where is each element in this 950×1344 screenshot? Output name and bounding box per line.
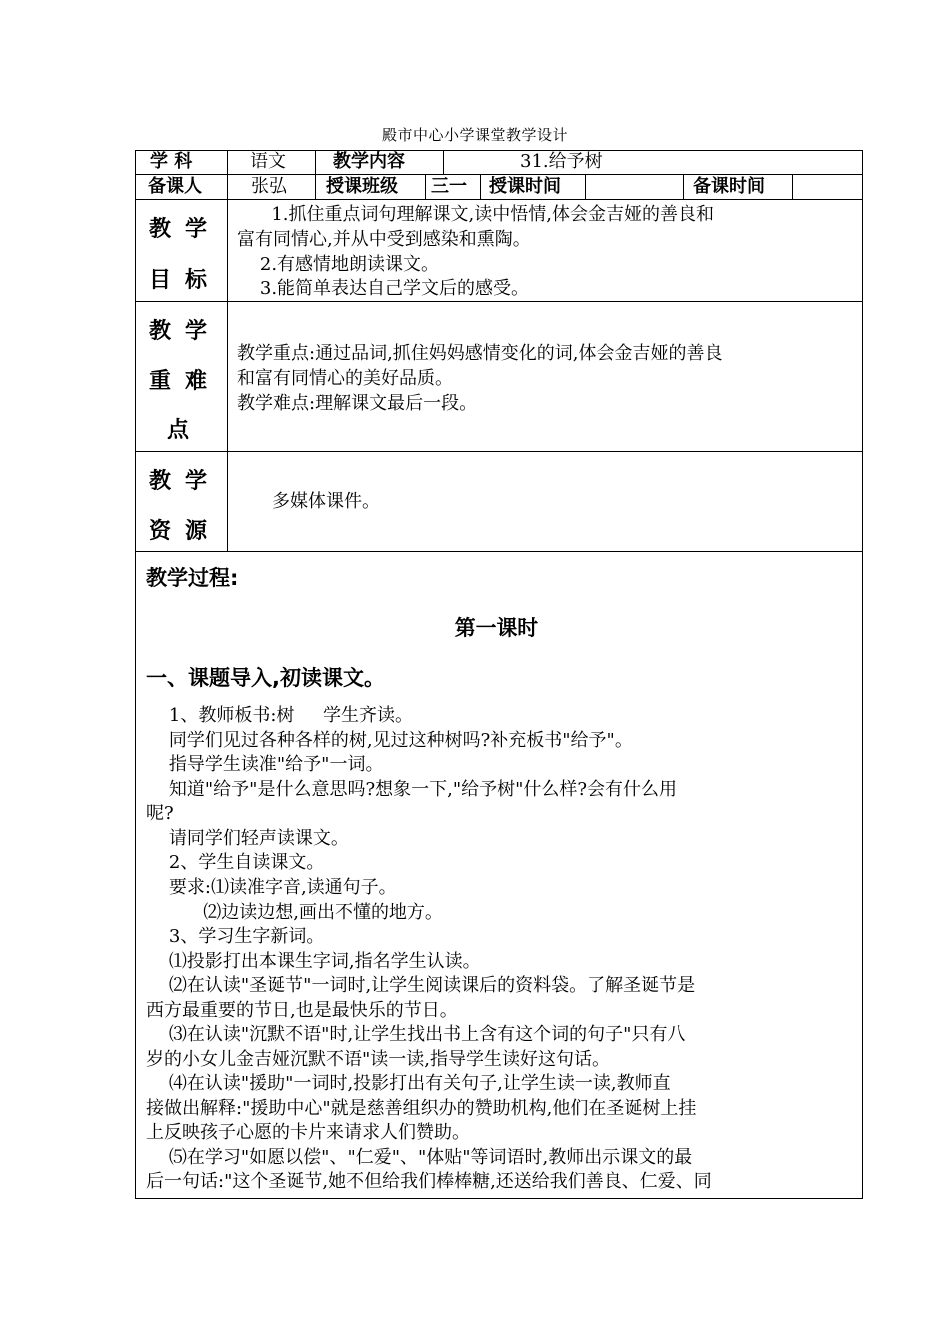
row-divider — [135, 199, 863, 200]
keypoints-line: 教学难点:理解课文最后一段。 — [237, 393, 478, 414]
process-line: ⑶在认读"沉默不语"时,让学生找出书上含有这个词的句子"只有八 — [146, 1024, 686, 1045]
resources-label-line2: 资源 — [148, 519, 221, 544]
keypoints-label-line1: 教学 — [148, 319, 221, 344]
time-label: 授课时间 — [489, 176, 561, 197]
process-line: 1、教师板书:树 学生齐读。 — [146, 705, 414, 726]
resources-value: 多媒体课件。 — [272, 491, 380, 512]
content-label: 教学内容 — [333, 151, 405, 172]
process-line: 呢? — [146, 803, 174, 824]
process-line: 请同学们轻声读课文。 — [146, 828, 349, 849]
process-line: 上反映孩子心愿的卡片来请求人们赞助。 — [146, 1122, 470, 1143]
process-line: 指导学生读准"给予"一词。 — [146, 754, 384, 775]
prep-time-label: 备课时间 — [693, 176, 765, 197]
process-line: ⑷在认读"援助"一词时,投影打出有关句子,让学生读一读,教师直 — [146, 1073, 671, 1094]
teacher-label: 备课人 — [148, 176, 202, 197]
column-divider — [425, 174, 426, 199]
objectives-line: 2.有感情地朗读课文。 — [237, 254, 440, 275]
keypoints-line: 教学重点:通过品词,抓住妈妈感情变化的词,体会金吉娅的善良 — [237, 343, 723, 364]
column-divider — [792, 174, 793, 199]
teacher-value: 张弘 — [251, 176, 287, 197]
class-label: 授课班级 — [326, 176, 398, 197]
row-divider — [135, 551, 863, 552]
column-divider — [683, 174, 684, 199]
process-line: 3、学习生字新词。 — [146, 926, 325, 947]
process-line: 知道"给予"是什么意思吗?想象一下,"给予树"什么样?会有什么用 — [146, 779, 678, 800]
process-line: ⑸在学习"如愿以偿"、"仁爱"、"体贴"等词语时,教师出示课文的最 — [146, 1147, 693, 1168]
row-divider — [135, 451, 863, 452]
process-line: 接做出解释:"援助中心"就是慈善组织办的赞助机构,他们在圣诞树上挂 — [146, 1098, 697, 1119]
keypoints-label-line2: 重难 — [148, 369, 221, 394]
column-divider — [443, 150, 444, 174]
process-line: 同学们见过各种各样的树,见过这种树吗?补充板书"给予"。 — [146, 730, 633, 751]
column-divider — [315, 150, 316, 199]
keypoints-line: 和富有同情心的美好品质。 — [237, 368, 453, 389]
subject-label: 学 科 — [150, 151, 193, 172]
column-divider — [585, 174, 586, 199]
process-line: 岁的小女儿金吉娅沉默不语"读一读,指导学生读好这句话。 — [146, 1049, 610, 1070]
objectives-label-line1: 教学 — [148, 217, 221, 242]
process-line: ⑵在认读"圣诞节"一词时,让学生阅读课后的资料袋。了解圣诞节是 — [146, 975, 696, 996]
section-title: 一、课题导入,初读课文。 — [146, 666, 385, 690]
lesson-title: 第一课时 — [454, 616, 539, 640]
process-line: ⑴投影打出本课生字词,指名学生认读。 — [146, 951, 481, 972]
process-heading: 教学过程: — [146, 566, 239, 590]
process-line: ⑵边读边想,画出不懂的地方。 — [146, 902, 443, 923]
subject-value: 语文 — [250, 151, 286, 172]
process-line: 西方最重要的节日,也是最快乐的节日。 — [146, 1000, 458, 1021]
process-line: 2、学生自读课文。 — [146, 852, 325, 873]
resources-label-line1: 教学 — [148, 469, 221, 494]
document-title: 殿市中心小学课堂教学设计 — [381, 126, 568, 144]
objectives-line: 3.能简单表达自己学文后的感受。 — [237, 278, 530, 299]
objectives-line: 富有同情心,并从中受到感染和熏陶。 — [237, 229, 531, 250]
content-value: 31.给予树 — [520, 151, 603, 172]
objectives-label-line2: 目标 — [148, 268, 221, 293]
process-line: 要求:⑴读准字音,读通句子。 — [146, 877, 397, 898]
keypoints-label-line3: 点 — [166, 418, 203, 443]
class-value: 三一 — [431, 176, 467, 197]
objectives-line: 1.抓住重点词句理解课文,读中悟情,体会金吉娅的善良和 — [237, 204, 714, 225]
process-line: 后一句话:"这个圣诞节,她不但给我们棒棒糖,还送给我们善良、仁爱、同 — [146, 1171, 712, 1192]
column-divider — [480, 174, 481, 199]
